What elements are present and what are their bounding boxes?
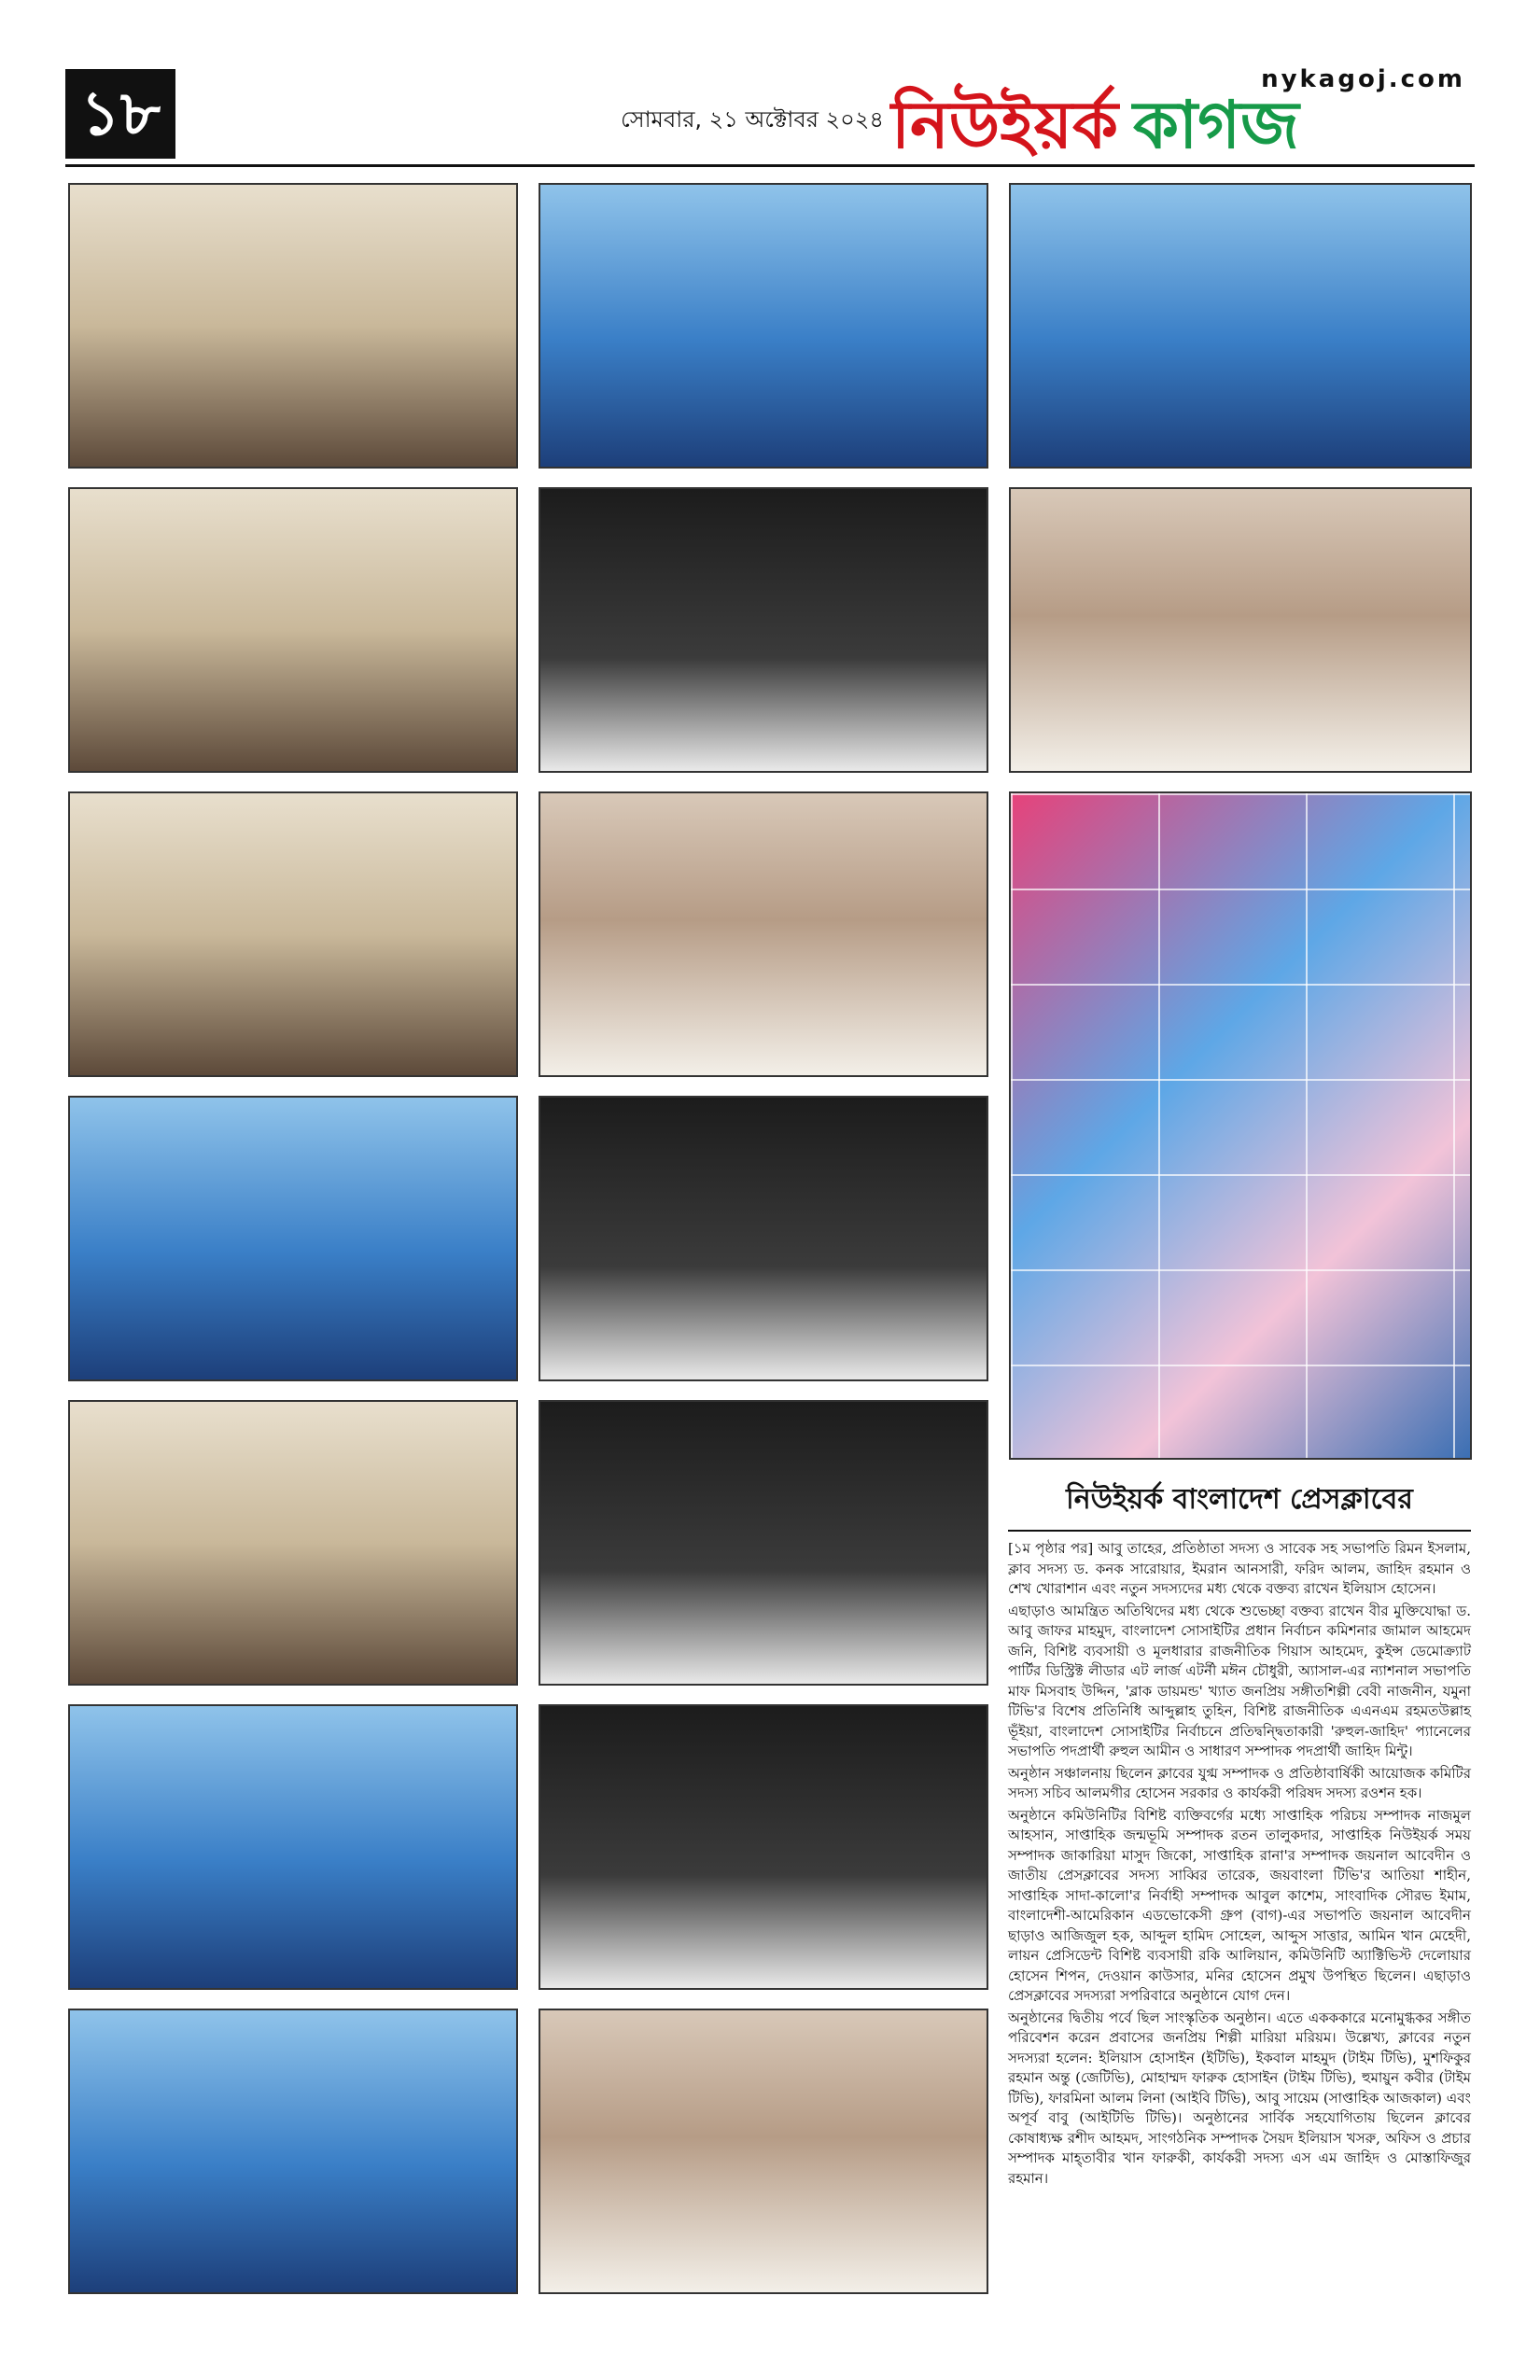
photo-seated-guests	[1009, 487, 1472, 773]
article-paragraph: অনুষ্ঠান সঞ্চালনায় ছিলেন ক্লাবের যুগ্ম সম্পাদক ও প্রতিষ্ঠাবার্ষিকী আয়োজক কমিটির সদস্য সচিব আলমগীর হোসেন সরকার ও কার্যকরী পরিষদ সদস্য রওশন হক।	[1008, 1764, 1471, 1801]
photo-two-guests	[539, 1400, 988, 1686]
photo-speaker-closeup	[68, 2009, 518, 2294]
photo-guests-standing	[68, 1400, 518, 1686]
photo-speakers-collage	[1009, 791, 1472, 1460]
photo-group-gathering	[68, 487, 518, 773]
article	[1008, 1477, 1471, 2191]
photo-podium-speech	[1009, 183, 1472, 469]
newspaper-logo	[891, 87, 1299, 163]
photo-stage-lineup	[539, 1096, 988, 1381]
header-rule	[65, 164, 1475, 167]
photo-group-members	[68, 183, 518, 469]
article-paragraph: এছাড়াও আমন্ত্রিত অতিথিদের মধ্য থেকে শুভেচ্ছা বক্তব্য রাখেন বীর মুক্তিযোদ্ধা ড. আবু জাফর মাহমুদ, বাংলাদেশ সোসাইটির প্রধান নির্বাচন কমিশনার জামাল আহমেদ জনি, বিশিষ্ট ব্যবসায়ী ও মূলধারার রাজনীতিক গিয়াস আহমেদ, কুইন্স ডেমোক্র্যাট পার্টির ডিস্ট্রিক্ট লীডার এট লার্জ এটর্নী মঈন চৌধুরী, অ্যাসাল-এর ন্যাশনাল সভাপতি মাফ মিসবাহ উদ্দিন, 'ব্লাক ডায়মন্ড' খ্যাত জনপ্রিয় সঙ্গীতশিল্পী বেবী নাজনীন, যমুনা টিভি'র বিশেষ প্রতিনিধি আব্দুল্লাহ তুহিন, বিশিষ্ট রাজনীতিক এএনএম রহমতউল্লাহ ভূঁইয়া, বাংলাদেশ সোসাইটির নির্বাচনে প্রতিদ্বন্দ্বিতাকারী 'রুহুল-জাহিদ' প্যানেলের সভাপতি পদপ্রার্থী রুহুল আমীন ও সাধারণ সম্পাদক পদপ্রার্থী জাহিদ মিন্টু।	[1008, 1602, 1471, 1759]
dateline: সোমবার, ২১ অক্টোবর ২০২৪	[621, 106, 884, 133]
logo-part-2: কাগজ	[1132, 87, 1299, 163]
page-number: ১৮	[65, 69, 175, 159]
article-headline: নিউইয়র্ক বাংলাদেশ প্রেসক্লাবের	[1008, 1477, 1471, 1532]
brand-url[interactable]: nykagoj.com	[1261, 65, 1465, 93]
photo-speaker-microphone	[68, 1096, 518, 1381]
photo-hall-audience	[539, 2009, 988, 2294]
masthead	[65, 65, 1475, 162]
article-paragraph: অনুষ্ঠানের দ্বিতীয় পর্বে ছিল সাংস্কৃতিক অনুষ্ঠান। এতে একককারে মনোমুগ্ধকর সঙ্গীত পরিবেশন করেন প্রবাসের জনপ্রিয় শিল্পী মারিয়া মরিয়ম। উল্লেখ্য, ক্লাবের নতুন সদস্যরা হলেন: ইলিয়াস হোসাইন (ইটিভি), ইকবাল মাহমুদ (টাইম টিভি), মুশফিকুর রহমান অন্তু (জেটিভি), মোহাম্মদ ফারুক হোসাইন (টাইম টিভি), হুমায়ুন কবীর (টাইম টিভি), ফারমিনা আলম লিনা (আইবি টিভি), আবু সায়েম (সাপ্তাহিক আজকাল) এবং অপূর্ব বাবু (আইটিভি টিভি)। অনুষ্ঠানের সার্বিক সহযোগিতায় ছিলেন ক্লাবের কোষাধ্যক্ষ রশীদ আহমদ, সাংগঠনিক সম্পাদক সৈয়দ ইলিয়াস খসরু, অফিস ও প্রচার সম্পাদক মাহ্তাবীর খান ফারুকী, কার্যকরী সদস্য এস এম জাহিদ ও মোস্তাফিজুর রহমান।	[1008, 2009, 1471, 2187]
photo-podium-reading	[68, 1704, 518, 1990]
article-paragraph: অনুষ্ঠানে কমিউনিটির বিশিষ্ট ব্যক্তিবর্গের মধ্যে সাপ্তাহিক পরিচয় সম্পাদক নাজমুল আহসান, সাপ্তাহিক জন্মভূমি সম্পাদক রতন তালুকদার, সাপ্তাহিক নিউইয়র্ক সময় সম্পাদক জাকারিয়া মাসুদ জিকো, সাপ্তাহিক রানা'র সম্পাদক জয়নাল আবেদীন ও জাতীয় প্রেসক্লাবের সদস্য সাব্বির তারেক, জয়বাংলা টিভি'র আতিয়া শাহীন, সাপ্তাহিক সাদা-কালো'র নির্বাহী সম্পাদক আবুল কাশেম, সাংবাদিক সৌরভ ইমাম, বাংলাদেশী-আমেরিকান এডভোকেসী গ্রুপ (বাগ)-এর সভাপতি জয়নাল আবেদীন ছাড়াও আজিজুল হক, আব্দুল হামিদ সোহেল, আব্দুস সাত্তার, আমিন খান মেহেদী, লায়ন প্রেসিডেন্ট বিশিষ্ট ব্যবসায়ী রকি আলিয়ান, কমিউনিটি অ্যাক্টিভিস্ট দেলোয়ার হোসেন শিপন, দেওয়ান কাউসার, মনির হোসেন প্রমুখ উপস্থিত ছিলেন। এছাড়াও প্রেসক্লাবের সদস্যরা সপরিবারে অনুষ্ঠানে যোগ দেন।	[1008, 1806, 1471, 2004]
photo-stage-guests	[539, 487, 988, 773]
photo-table-guests	[68, 791, 518, 1077]
article-paragraph: [১ম পৃষ্ঠার পর] আবু তাহের, প্রতিষ্ঠাতা সদস্য ও সাবেক সহ সভাপতি রিমন ইসলাম, ক্লাব সদস্য ড. কনক সারোয়ার, ইমরান আনসারী, ফরিদ আলম, জাহিদ রহমান ও শেখ খোরাশান এবং নতুন সদস্যদের মধ্য থেকে বক্তব্য রাখেন ইলিয়াস হোসেন।	[1008, 1540, 1471, 1597]
logo-part-1: নিউইয়র্ক	[891, 87, 1118, 163]
photo-speaker-banner	[539, 183, 988, 469]
photo-audience-tables	[539, 791, 988, 1077]
photo-stage-group	[539, 1704, 988, 1990]
